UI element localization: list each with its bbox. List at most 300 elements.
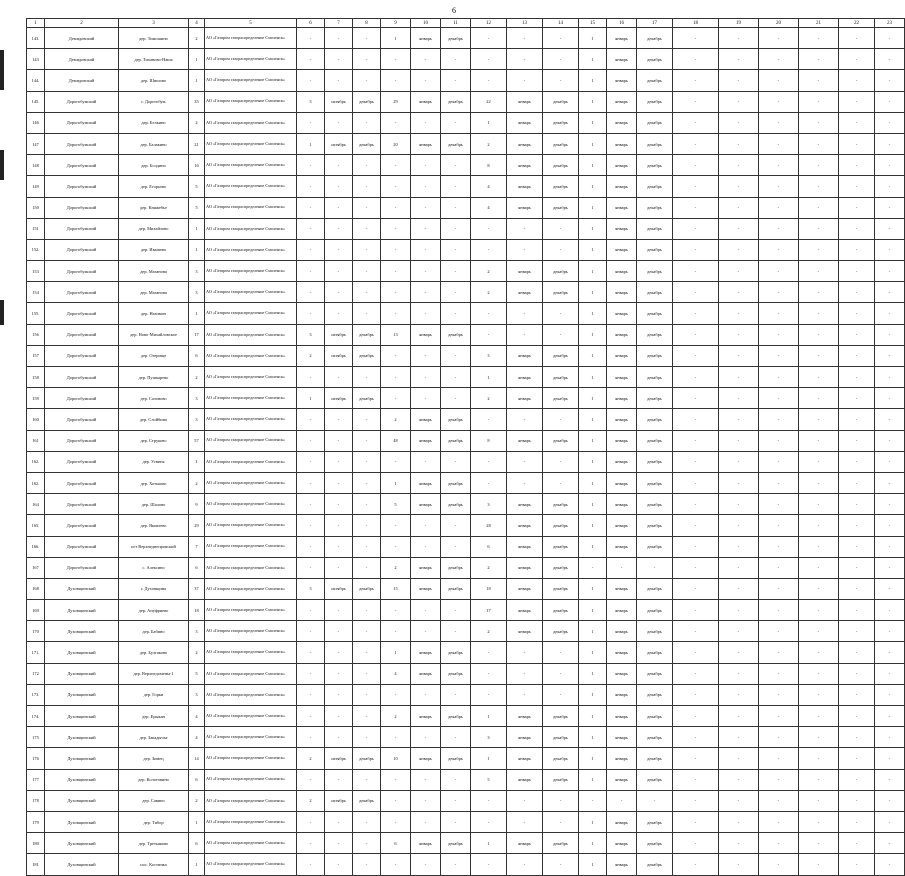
table-cell: январь — [507, 494, 543, 515]
table-cell: - — [799, 324, 839, 345]
table-cell: декабрь — [637, 451, 673, 472]
table-cell: - — [875, 769, 905, 790]
table-cell: - — [543, 472, 579, 493]
table-cell: - — [839, 409, 875, 430]
table-cell: - — [411, 536, 441, 557]
table-cell: - — [353, 197, 381, 218]
table-cell: - — [607, 557, 637, 578]
table-cell: - — [381, 854, 411, 875]
table-cell: - — [719, 600, 759, 621]
table-cell: - — [839, 324, 875, 345]
table-row — [27, 112, 905, 133]
table-cell: - — [441, 388, 471, 409]
table-cell: - — [759, 790, 799, 811]
table-cell: - — [719, 557, 759, 578]
table-cell: - — [637, 790, 673, 811]
table-cell: - — [441, 176, 471, 197]
table-cell: - — [799, 790, 839, 811]
table-cell: - — [353, 811, 381, 832]
scan-edge-mark — [0, 150, 4, 180]
table-cell: 151 — [27, 218, 45, 239]
table-cell: - — [441, 727, 471, 748]
table-cell: - — [875, 684, 905, 705]
table-cell: - — [325, 536, 353, 557]
table-cell: - — [673, 727, 719, 748]
table-cell: - — [297, 854, 325, 875]
table-cell: 1 — [579, 282, 607, 303]
table-cell: - — [673, 663, 719, 684]
table-cell: 155. — [27, 303, 45, 324]
table-cell: Дорогобужский — [45, 239, 119, 260]
table-cell: декабрь — [353, 790, 381, 811]
table-cell: - — [353, 155, 381, 176]
table-cell: - — [799, 663, 839, 684]
table-cell: - — [543, 70, 579, 91]
table-cell: декабрь — [543, 578, 579, 599]
table-cell: с. Алексино — [119, 557, 189, 578]
table-cell: - — [471, 684, 507, 705]
table-cell: - — [297, 769, 325, 790]
table-cell: - — [673, 261, 719, 282]
table-cell: - — [799, 621, 839, 642]
table-cell: - — [411, 239, 441, 260]
table-cell: - — [411, 155, 441, 176]
table-cell: 5 — [189, 176, 205, 197]
table-cell: 1 — [579, 472, 607, 493]
table-cell: Дорогобужский — [45, 494, 119, 515]
table-cell: - — [297, 536, 325, 557]
column-number-cell: 10 — [411, 19, 441, 28]
table-cell: 1 — [579, 811, 607, 832]
table-cell: 162. — [27, 451, 45, 472]
table-cell: - — [839, 197, 875, 218]
table-cell: АО «Газпром газораспределение Смоленск» — [205, 578, 297, 599]
table-cell: декабрь — [441, 748, 471, 769]
table-cell: 6 — [471, 536, 507, 557]
table-cell: - — [759, 811, 799, 832]
table-cell: 3 — [297, 91, 325, 112]
table-cell: - — [297, 49, 325, 70]
table-cell: январь — [507, 133, 543, 154]
table-cell: 1 — [579, 155, 607, 176]
table-cell: 2 — [471, 621, 507, 642]
column-number-cell: 12 — [471, 19, 507, 28]
table-cell: - — [579, 557, 607, 578]
table-cell: январь — [607, 578, 637, 599]
table-cell: - — [799, 451, 839, 472]
table-cell: - — [353, 430, 381, 451]
table-cell: декабрь — [441, 706, 471, 727]
table-row — [27, 239, 905, 260]
table-cell: дер. Мазанова — [119, 282, 189, 303]
table-cell: АО «Газпром газораспределение Смоленск» — [205, 176, 297, 197]
table-cell: Духовщинский — [45, 578, 119, 599]
table-cell: - — [875, 790, 905, 811]
table-cell: - — [353, 833, 381, 854]
table-cell: 6 — [189, 769, 205, 790]
table-cell: январь — [411, 133, 441, 154]
table-cell: январь — [607, 536, 637, 557]
table-cell: 5 — [189, 663, 205, 684]
table-cell: - — [441, 536, 471, 557]
table-cell: - — [353, 28, 381, 49]
table-cell: АО «Газпром газораспределение Смоленск» — [205, 409, 297, 430]
table-cell: - — [875, 642, 905, 663]
table-cell: - — [325, 409, 353, 430]
table-cell: - — [719, 388, 759, 409]
table-cell: - — [875, 91, 905, 112]
table-cell: - — [471, 854, 507, 875]
table-cell: - — [799, 197, 839, 218]
table-cell: - — [875, 727, 905, 748]
table-cell: - — [441, 367, 471, 388]
table-cell: - — [325, 769, 353, 790]
table-cell: дер. Колотовино — [119, 769, 189, 790]
table-cell: Дорогобужский — [45, 155, 119, 176]
table-cell: - — [441, 282, 471, 303]
table-cell: декабрь — [637, 112, 673, 133]
table-cell: - — [353, 621, 381, 642]
table-cell: - — [839, 176, 875, 197]
table-cell: - — [411, 218, 441, 239]
table-cell: январь — [507, 833, 543, 854]
table-cell: АО «Газпром газораспределение Смоленск» — [205, 451, 297, 472]
table-cell: - — [543, 811, 579, 832]
table-cell: 3 — [297, 578, 325, 599]
table-cell: - — [839, 769, 875, 790]
table-cell: - — [839, 388, 875, 409]
table-cell: - — [759, 578, 799, 599]
table-cell: - — [839, 748, 875, 769]
table-cell: январь — [607, 70, 637, 91]
table-cell: - — [471, 28, 507, 49]
table-cell: январь — [507, 536, 543, 557]
table-cell: декабрь — [543, 515, 579, 536]
table-cell: 8 — [471, 430, 507, 451]
table-cell: январь — [507, 261, 543, 282]
table-cell: декабрь — [441, 430, 471, 451]
table-cell: - — [839, 133, 875, 154]
table-cell: январь — [507, 367, 543, 388]
table-cell: 9 — [189, 494, 205, 515]
table-cell: - — [543, 790, 579, 811]
table-cell: декабрь — [441, 28, 471, 49]
table-cell: - — [875, 28, 905, 49]
table-cell: - — [673, 706, 719, 727]
table-cell: 178 — [27, 790, 45, 811]
table-cell: 1 — [579, 239, 607, 260]
table-cell: - — [839, 578, 875, 599]
table-cell: октябрь — [325, 91, 353, 112]
table-cell: АО «Газпром газораспределение Смоленск» — [205, 112, 297, 133]
table-cell: январь — [507, 197, 543, 218]
table-cell: 1 — [297, 133, 325, 154]
table-cell: декабрь — [637, 176, 673, 197]
table-cell: - — [875, 578, 905, 599]
table-cell: - — [411, 197, 441, 218]
table-cell: декабрь — [543, 706, 579, 727]
table-cell: - — [353, 303, 381, 324]
table-cell: 4 — [471, 197, 507, 218]
table-cell: - — [297, 600, 325, 621]
table-cell: декабрь — [441, 833, 471, 854]
table-row — [27, 748, 905, 769]
table-cell: - — [607, 790, 637, 811]
table-cell: - — [297, 557, 325, 578]
table-cell: - — [441, 769, 471, 790]
table-cell: - — [759, 621, 799, 642]
table-cell: - — [799, 49, 839, 70]
table-cell: декабрь — [637, 388, 673, 409]
table-cell: - — [411, 388, 441, 409]
table-cell: - — [759, 282, 799, 303]
column-number-cell: 3 — [119, 19, 189, 28]
table-cell: 7 — [189, 536, 205, 557]
table-cell: декабрь — [637, 515, 673, 536]
table-cell: 6 — [189, 345, 205, 366]
table-cell: - — [441, 854, 471, 875]
table-cell: - — [759, 91, 799, 112]
table-cell: 2 — [471, 388, 507, 409]
table-cell: декабрь — [543, 197, 579, 218]
table-cell: 5 — [381, 494, 411, 515]
table-cell: январь — [507, 388, 543, 409]
table-cell: дер. Балакино — [119, 133, 189, 154]
table-cell: 21 — [189, 133, 205, 154]
table-cell: январь — [607, 155, 637, 176]
table-cell: январь — [607, 811, 637, 832]
table-cell: январь — [607, 769, 637, 790]
table-cell: январь — [507, 176, 543, 197]
table-cell: январь — [607, 663, 637, 684]
table-cell: 1 — [189, 70, 205, 91]
table-cell: 18 — [471, 578, 507, 599]
table-cell: 1 — [579, 261, 607, 282]
table-cell: 156 — [27, 324, 45, 345]
table-cell: - — [411, 684, 441, 705]
table-cell: - — [297, 684, 325, 705]
table-cell: дер. Шишово — [119, 70, 189, 91]
table-row — [27, 345, 905, 366]
table-cell: 4 — [189, 727, 205, 748]
table-cell: - — [325, 600, 353, 621]
table-cell: АО «Газпром газораспределение Смоленск» — [205, 28, 297, 49]
table-cell: январь — [607, 239, 637, 260]
table-cell: Дорогобужский — [45, 409, 119, 430]
table-cell: - — [719, 515, 759, 536]
table-cell: - — [297, 833, 325, 854]
table-cell: - — [381, 811, 411, 832]
table-cell: январь — [507, 155, 543, 176]
table-cell: декабрь — [637, 28, 673, 49]
table-cell: - — [875, 515, 905, 536]
table-cell: декабрь — [637, 345, 673, 366]
column-number-cell: 19 — [719, 19, 759, 28]
table-cell: АО «Газпром газораспределение Смоленск» — [205, 282, 297, 303]
table-cell: 5 — [189, 197, 205, 218]
table-cell: 1 — [189, 49, 205, 70]
table-cell: - — [353, 642, 381, 663]
table-cell: дер. Хотьково — [119, 472, 189, 493]
table-cell: декабрь — [543, 133, 579, 154]
column-number-cell: 14 — [543, 19, 579, 28]
table-cell: - — [719, 833, 759, 854]
table-cell: - — [381, 282, 411, 303]
table-cell: - — [325, 515, 353, 536]
table-cell: - — [759, 409, 799, 430]
table-cell: декабрь — [543, 282, 579, 303]
table-cell: 1 — [189, 303, 205, 324]
table-cell: - — [507, 303, 543, 324]
table-cell: дер. Струково — [119, 430, 189, 451]
table-cell: АО «Газпром газораспределение Смоленск» — [205, 748, 297, 769]
table-cell: - — [353, 218, 381, 239]
table-cell: - — [875, 49, 905, 70]
table-cell: - — [759, 769, 799, 790]
table-cell: - — [759, 663, 799, 684]
table-cell: 1 — [579, 218, 607, 239]
table-cell: Дорогобужский — [45, 303, 119, 324]
table-cell: - — [411, 515, 441, 536]
table-cell: - — [353, 49, 381, 70]
table-cell: дер. Болдино — [119, 155, 189, 176]
table-cell: - — [719, 70, 759, 91]
table-cell: 169 — [27, 600, 45, 621]
table-cell: Дорогобужский — [45, 451, 119, 472]
table-cell: октябрь — [325, 578, 353, 599]
table-cell: - — [875, 472, 905, 493]
table-cell: Дорогобужский — [45, 112, 119, 133]
table-cell: 1 — [189, 218, 205, 239]
table-row — [27, 600, 905, 621]
table-cell: Демидовский — [45, 28, 119, 49]
table-cell: - — [719, 451, 759, 472]
table-cell: 29 — [381, 91, 411, 112]
table-cell: - — [839, 663, 875, 684]
table-cell: - — [673, 367, 719, 388]
table-cell: декабрь — [637, 472, 673, 493]
table-cell: АО «Газпром газораспределение Смоленск» — [205, 536, 297, 557]
table-cell: январь — [607, 388, 637, 409]
table-cell: 13 — [381, 324, 411, 345]
table-cell: Дорогобужский — [45, 388, 119, 409]
table-cell: - — [673, 494, 719, 515]
table-cell: АО «Газпром газораспределение Смоленск» — [205, 684, 297, 705]
table-row — [27, 388, 905, 409]
table-cell: 20 — [381, 133, 411, 154]
table-cell: 2 — [189, 28, 205, 49]
table-cell: Духовщинский — [45, 642, 119, 663]
table-cell: - — [799, 133, 839, 154]
table-cell: 15 — [381, 578, 411, 599]
table-cell: АО «Газпром газораспределение Смоленск» — [205, 663, 297, 684]
table-cell: - — [799, 28, 839, 49]
table-cell: - — [839, 790, 875, 811]
table-cell: АО «Газпром газораспределение Смоленск» — [205, 621, 297, 642]
table-cell: декабрь — [353, 578, 381, 599]
table-cell: - — [381, 684, 411, 705]
table-cell: январь — [607, 345, 637, 366]
table-cell: - — [471, 324, 507, 345]
table-cell: - — [411, 176, 441, 197]
table-cell: Духовщинский — [45, 833, 119, 854]
table-cell: - — [353, 472, 381, 493]
table-cell: 1 — [579, 176, 607, 197]
table-cell: - — [353, 663, 381, 684]
table-cell: - — [799, 430, 839, 451]
table-cell: - — [353, 854, 381, 875]
table-cell: 16 — [189, 155, 205, 176]
table-cell: - — [875, 811, 905, 832]
table-cell: - — [839, 239, 875, 260]
table-cell: - — [839, 112, 875, 133]
table-cell: - — [759, 833, 799, 854]
table-cell: - — [875, 324, 905, 345]
table-cell: - — [325, 197, 353, 218]
table-cell: - — [839, 706, 875, 727]
table-cell: - — [875, 557, 905, 578]
table-cell: - — [381, 239, 411, 260]
table-cell: АО «Газпром газораспределение Смоленск» — [205, 218, 297, 239]
table-cell: АО «Газпром газораспределение Смоленск» — [205, 642, 297, 663]
table-cell: январь — [607, 91, 637, 112]
table-row — [27, 133, 905, 154]
table-cell: январь — [507, 621, 543, 642]
table-cell: - — [875, 112, 905, 133]
table-cell: 175 — [27, 727, 45, 748]
table-cell: - — [353, 112, 381, 133]
table-cell: декабрь — [441, 472, 471, 493]
table-row — [27, 472, 905, 493]
table-cell: - — [875, 388, 905, 409]
table-cell: - — [297, 303, 325, 324]
table-cell: - — [673, 430, 719, 451]
table-cell: - — [875, 494, 905, 515]
table-row — [27, 684, 905, 705]
table-cell: - — [759, 451, 799, 472]
table-cell: - — [799, 706, 839, 727]
table-cell: - — [325, 176, 353, 197]
table-cell: 35 — [189, 91, 205, 112]
table-cell: - — [839, 367, 875, 388]
table-cell: - — [381, 388, 411, 409]
table-cell: - — [719, 811, 759, 832]
table-cell: - — [875, 748, 905, 769]
table-cell: дер. Верхнедомены-1 — [119, 663, 189, 684]
table-cell: 8 — [471, 155, 507, 176]
table-cell: АО «Газпром газораспределение Смоленск» — [205, 854, 297, 875]
table-cell: - — [411, 621, 441, 642]
table-cell: - — [507, 409, 543, 430]
table-cell: - — [673, 578, 719, 599]
table-cell: декабрь — [637, 811, 673, 832]
table-cell: - — [719, 218, 759, 239]
table-cell: 2 — [381, 409, 411, 430]
table-cell: декабрь — [543, 727, 579, 748]
table-cell: 176 — [27, 748, 45, 769]
table-cell: - — [441, 811, 471, 832]
table-cell: - — [673, 600, 719, 621]
table-cell: - — [759, 197, 799, 218]
table-row — [27, 28, 905, 49]
table-cell: - — [441, 239, 471, 260]
table-cell: 1 — [579, 112, 607, 133]
table-cell: 1 — [579, 684, 607, 705]
table-cell: - — [471, 811, 507, 832]
table-cell: - — [471, 790, 507, 811]
table-cell: Духовщинский — [45, 621, 119, 642]
table-cell: - — [297, 642, 325, 663]
